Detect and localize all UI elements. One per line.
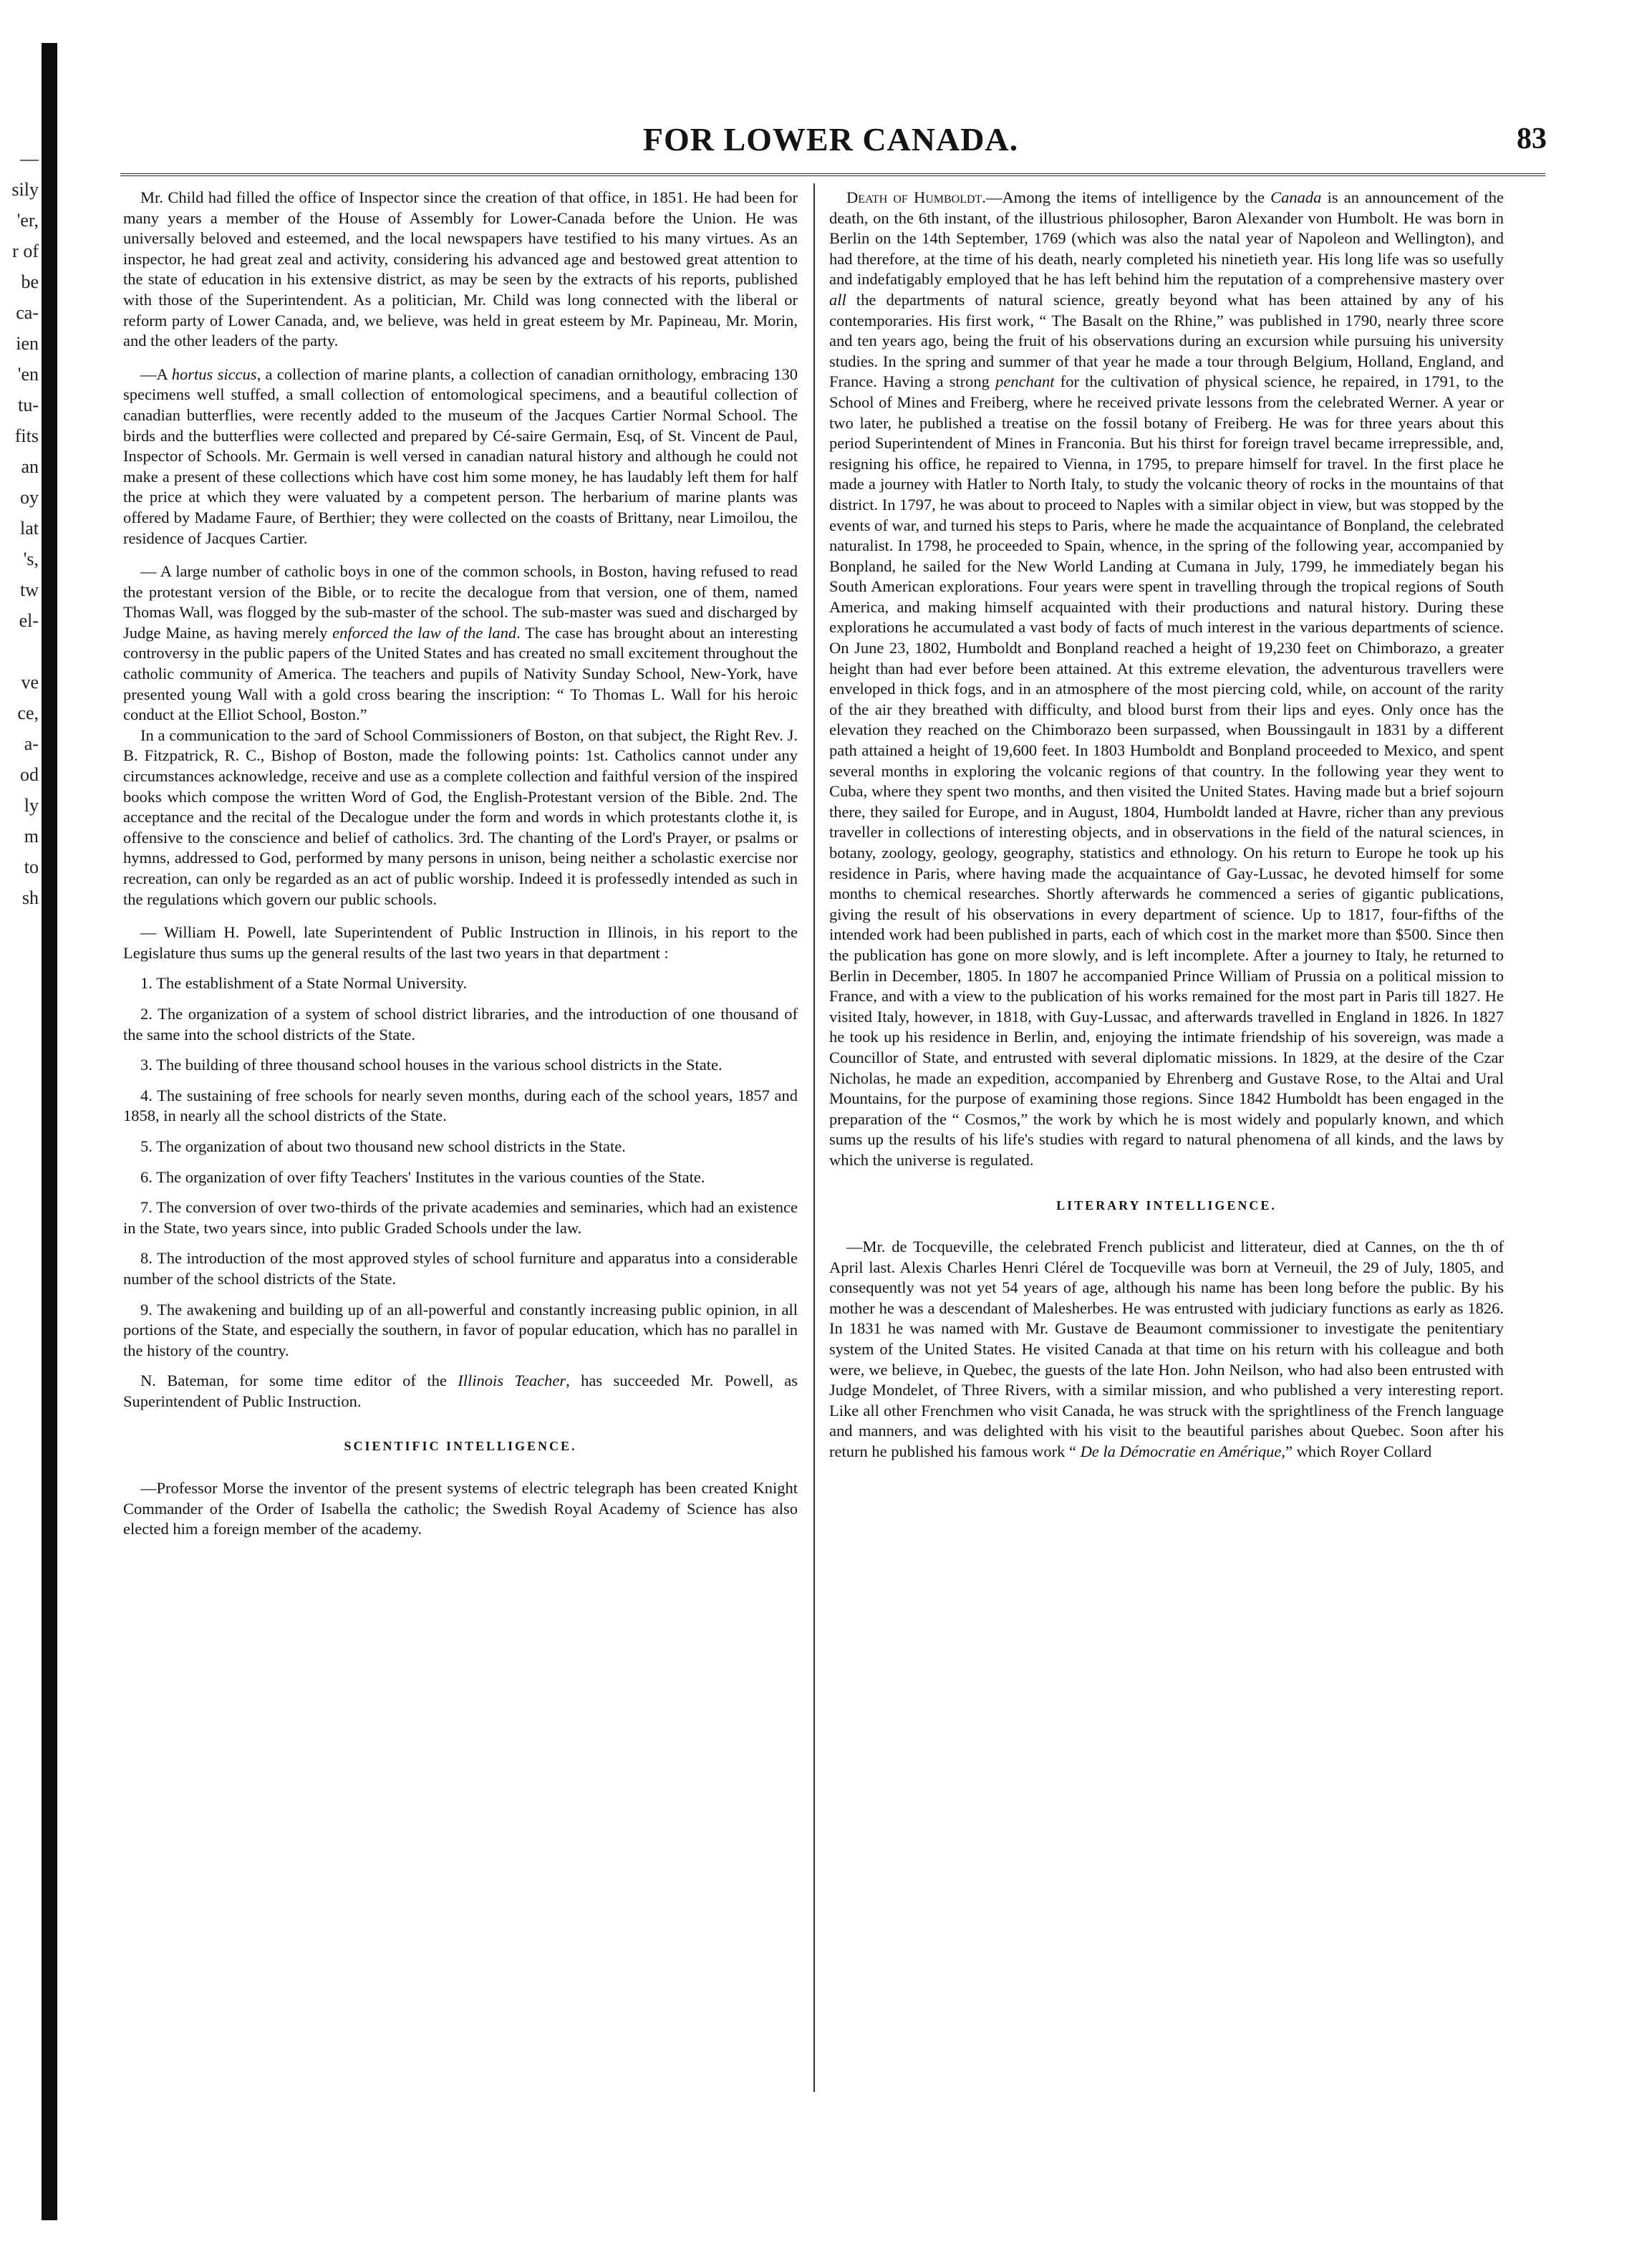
result-item: 8. The introduction of the most approved styles of school furniture and apparatus into a considerable number of the school districts of the State.: [123, 1249, 798, 1288]
result-item: 7. The conversion of over two-thirds of the private academies and seminaries, which had an existence in the State, two years since, into public Graded Schools under the law.: [123, 1198, 798, 1237]
margin-fragment: 'er,: [16, 210, 39, 231]
margin-fragment: el-: [19, 610, 39, 631]
margin-fragment: [1, 636, 39, 667]
margin-fragment: sily: [11, 179, 39, 200]
page-header: [115, 120, 1547, 163]
humboldt-title: Death of Humboldt.: [846, 188, 986, 206]
margin-fragment: 's,: [23, 549, 39, 569]
morse-paragraph: —Professor Morse the inventor of the present systems of electric telegraph has been created Knight Commander of the Order of Isabella the catholic; the Swedish Royal Academy of Science has also elected him a foreign member of the academy.: [123, 1479, 798, 1538]
header-rule: [120, 173, 1545, 176]
result-item: 1. The establishment of a State Normal University.: [140, 974, 468, 993]
margin-fragment: a-: [24, 733, 39, 754]
margin-fragment: ve: [21, 672, 39, 693]
literary-intelligence-heading: LITERARY INTELLIGENCE.: [1056, 1197, 1277, 1213]
result-item: 2. The organization of a system of school district libraries, and the introduction of one thousand of the same into the school districts of the State.: [123, 1004, 798, 1044]
illinois-results-list: [123, 973, 798, 1361]
result-item: 9. The awakening and building up of an all-powerful and constantly increasing public opinion, in all portions of the State, and especially the southern, in favor of popular education, which has no parallel in the history of the country.: [123, 1300, 798, 1359]
margin-fragment: ly: [24, 795, 39, 816]
humboldt-paragraph: Death of Humboldt.—Among the items of intelligence by the Canada is an announcement of the death, on the 6th instant, of the illustrious philosopher, Baron Alexander von Humbolt. He was born in Berlin on the 14th September, 1769 (which was also the natal year of Napoleon and Wellington), and had therefore, at the time of his death, nearly completed his ninetieth year. His long life was so usefully and indefatigably employed that he has left behind him the reputation of a comprehensive mastery over all the departments of natural science, greatly beyond what has been attained by any of his contemporaries. His first work, “ The Basalt on the Rhine,” was published in 1790, nearly three score and ten years ago, being the fruit of his observations during an excursion while pursuing his university studies. In the spring and summer of that year he made a tour through Belgium, Holland, England, and France. Having a strong penchant for the cultivation of physical science, he repaired, in 1791, to the School of Mines and Freiberg, where he received private lessons from the celebrated Werner. A year or two later, he published a treatise on the fossil botany of Freiberg. He was for three years about this period Superintendent of Mines in Franconia. But his thirst for foreign travel became irrepressible, and, resigning his office, he repaired to Vienna, in 1795, to prepare himself for travel. In the first place he made a journey with Hatler to North Italy, to study the volcanic theory of rocks in the mountains of that district. In 1797, he was about to proceed to Naples with a similar object in view, but was stopped by the events of war, and turned his steps to Paris, where he made the acquaintance of Bonpland, the celebrated naturalist. In 1798, he proceeded to Spain, whence, in the spring of the following year, accompanied by Bonpland, he sailed for the New World Landing at Cumana in July, 1799, he immediately began his South American explorations. Four years were spent in travelling through the tropical regions of South America, and making himself acquainted with their productions and natural history. During these explorations he accumulated a vast body of facts of much interest in the various departments of science. On June 23, 1802, Humboldt and Bonpland reached a height of 19,230 feet on Chimborazo, a greater height than had ever before been attained. At this extreme elevation, the adventurous travellers were enveloped in thick fogs, and in an atmosphere of the most piercing cold, while, on account of the rarity of the air they breathed with difficulty, and blood burst from their lips and eyes. Only once has the elevation they reached on the Chimborazo been surpassed, when Boussingault in 1831 by a different path attained a height of 19,600 feet. In 1803 Humboldt and Bonpland proceeded to Mexico, and spent several months in exploring the volcanic regions of that country. In the following year they went to Cuba, where they spent two months, and then visited the United States. Having made but a brief sojourn there, they sailed for Europe, and in August, 1804, Humboldt landed at Havre, richer than any previous traveller in collections of interesting objects, and in observations in the field of the natural sciences, in botany, zoology, geology, geography, statistics and ethnology. On his return to Europe he took up his residence in Paris, where having made the acquaintance of Gay-Lussac, he devoted himself for some months to chemical researches. Shortly afterwards he commenced a series of gigantic publications, giving the result of his observations in every department of science. Up to 1817, four-fifths of the intended work had been published in parts, each of which cost in the market more than $500. Since then the publication has gone on more slowly, and is left incomplete. After a journey to Italy, he returned to Berlin in December, 1805. In 1807 he accompanied Prince William of Prussia on a political mission to France, and with a view to the publication of his works remained for the most part in Paris till 1827. He visited Italy, however, in 1818, with Guy-Lussac, and afterwards travelled in England in 1826. In 1827 he took up his residence in Berlin, and, enjoying the intimate friendship of his sovereign, was made a Councillor of State, and entrusted with several diplomatic missions. In 1829, at the desire of the Czar Nicholas, he made an expedition, accompanied by Ehrenberg and Gustave Rose, to the Altai and Ural Mountains, for the purpose of examining those regions. Since 1842 Humboldt has been engaged in the preparation of the “ Cosmos,” the work by which he is most widely and popularly known, and which sums up the results of his life's studies with regard to natural phenomena of all kinds, and the laws by which the universe is regulated.: [829, 188, 1504, 1169]
left-column: [123, 188, 798, 1540]
bateman-paragraph: N. Bateman, for some time editor of the Illinois Teacher, has succeeded Mr. Powell, as Superintendent of Public Instruction.: [123, 1372, 798, 1410]
margin-fragment: tu-: [18, 395, 39, 415]
right-column: [829, 188, 1504, 1462]
scientific-intelligence-heading: SCIENTIFIC INTELLIGENCE.: [344, 1439, 577, 1454]
margin-fragment: sh: [21, 887, 39, 908]
margin-fragment: an: [21, 456, 39, 477]
hortus-siccus-paragraph: —A hortus siccus, a collection of marine plants, a collection of canadian ornithology, embracing 130 specimens well stuffed, a small collection of entomological specimens, and a beautiful collection of canadian butterflies, were recently added to the museum of the Jacques Cartier Normal School. The birds and the butterflies were collected and prepared by Cé-saire Germain, Esq, of St. Vincent de Paul, Inspector of Schools. Mr. Germain is well versed in canadian natural history and although he could not make a present of these collections which have cost him some money, he has laudably left them for half the price at which they were valuated by a competent person. The herbarium of marine plants was offered by Madame Faure, of Berthier; they were collected on the coasts of Brittany, near Limoilou, the residence of Jacques Cartier.: [123, 365, 798, 547]
margin-fragment: m: [24, 826, 39, 847]
powell-report-intro: — William H. Powell, late Superintendent of Public Instruction in Illinois, in his report to the Legislature thus sums up the general results of the last two years in that department :: [123, 923, 798, 962]
boston-schools-paragraph: — A large number of catholic boys in one of the common schools, in Boston, having refused to read the protestant version of the Bible, or to recite the decalogue from that version, one of them, named Thomas Wall, was flogged by the sub-master of the school. The sub-master was sued and discharged by Judge Maine, as having merely enforced the law of the land. The case has brought about an interesting controversy in the public papers of the United States and has created no small excitement throughout the catholic community of America. The teachers and pupils of Nativity Sunday School, New-York, have presented young Wall with a gold cross bearing the inscription: “ To Thomas L. Wall for his heroic conduct at the Elliot School, Boston.”: [123, 562, 798, 724]
result-item: 6. The organization of over fifty Teachers' Institutes in the various counties of the State.: [140, 1167, 705, 1186]
margin-fragment: ce,: [17, 703, 39, 723]
tocqueville-paragraph: —Mr. de Tocqueville, the celebrated French publicist and litterateur, died at Cannes, on the th of April last. Alexis Charles Henri Clérel de Tocqueville was born at Verneuil, the 29 of July, 1805, and consequently was not yet 54 years of age, although his name has been long before the public. By his mother he was a descendant of Malesherbes. He was entrusted with judiciary functions as early as 1826. In 1831 he was named with Mr. Gustave de Beaumont commissioner to investigate the penitentiary system of the United States. He visited Canada at that time on his return with his colleague and both were, we believe, in Quebec, the guests of the late Hon. John Neilson, who had also been entrusted with Judge Mondelet, of Three Rivers, with a similar mission, and who published a very interesting report. Like all other Frenchmen who visit Canada, he was struck with the sprightliness of the French language and manners, and was delighted with his visit to the beautiful parishes about Quebec. Soon after his return he published his famous work “ De la Démocratie en Amérique,” which Royer Collard: [829, 1238, 1504, 1461]
margin-fragment: ca-: [16, 302, 39, 323]
margin-fragment: fits: [14, 425, 39, 446]
margin-fragment: tw: [20, 579, 39, 600]
bishop-communication-paragraph: In a communication to the ɔard of School Commissioners of Boston, on that subject, the Right Rev. J. B. Fitzpatrick, R. C., Bishop of Boston, made the following points: 1st. Catholics cannot under any circumstances acknowledge, receive and use as a complete collection and faithful version of the inspired books which compose the written Word of God, the English-Protestant version of the Bible. 2nd. The acceptance and the recital of the Decalogue under the form and words in which protestants clothe it, is offensive to the conscience and belief of catholics. 3rd. The chanting of the Lord's Prayer, or psalms or hymns, addressed to God, performed by many persons in unison, being neither a scholastic exercise nor recreation, can only be regarded as an act of public worship. Indeed it is professedly intended as such in the regulations which govern our public schools.: [123, 726, 798, 908]
margin-fragment: to: [24, 857, 39, 877]
margin-fragment: ien: [16, 333, 39, 354]
page-number: 83: [1517, 122, 1547, 155]
result-item: 3. The building of three thousand school houses in the various school districts in the State.: [140, 1056, 723, 1074]
margin-fragment: —: [20, 148, 39, 169]
margin-fragment: od: [20, 764, 39, 785]
page-binding-shadow: [42, 43, 57, 2220]
margin-fragment: r of: [12, 241, 39, 261]
left-margin-fragments: [1, 143, 39, 913]
margin-fragment: 'en: [17, 364, 39, 385]
margin-fragment: lat: [20, 518, 39, 539]
running-title: FOR LOWER CANADA.: [642, 121, 1019, 158]
result-item: 4. The sustaining of free schools for nearly seven months, during each of the school years, 1857 and 1858, in nearly all the school districts of the State.: [123, 1086, 798, 1125]
margin-fragment: be: [21, 271, 39, 292]
column-divider: [813, 183, 815, 2092]
margin-fragment: oy: [20, 487, 39, 508]
child-obituary-paragraph: Mr. Child had filled the office of Inspector since the creation of that office, in 1851. He had been for many years a member of the House of Assembly for Lower-Canada before the Union. He was universally beloved and esteemed, and the local newspapers have testified to his many virtues. As an inspector, he had great zeal and activity, considering his advanced age and bestowed great attention to the state of education in his extensive district, as may be seen by the extracts of his reports, published with those of the Superintendent. As a politician, Mr. Child was long connected with the liberal or reform party of Lower Canada, and, we believe, was held in great esteem by Mr. Papineau, Mr. Morin, and the other leaders of the party.: [123, 188, 798, 350]
result-item: 5. The organization of about two thousand new school districts in the State.: [140, 1137, 626, 1155]
